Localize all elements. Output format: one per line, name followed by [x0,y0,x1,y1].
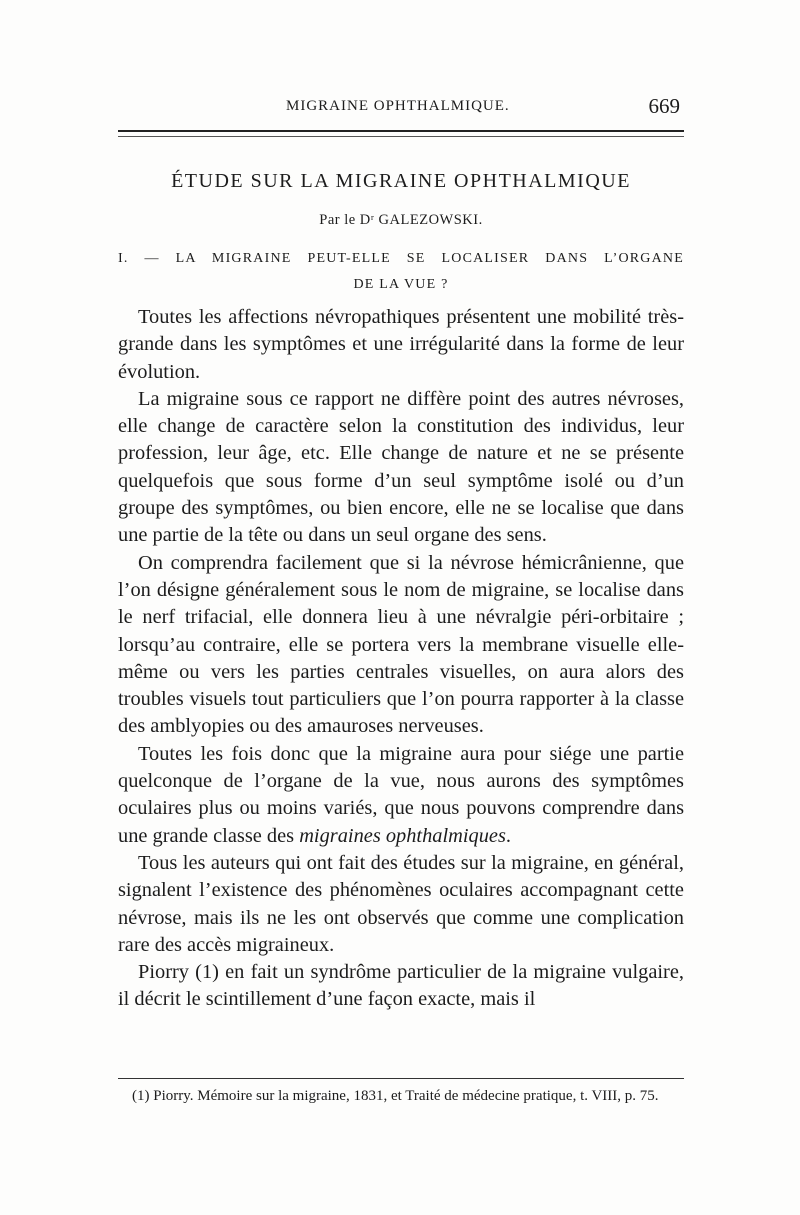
header-rule [118,130,684,132]
footnote-rule [118,1078,684,1079]
paragraph-4-italic: migraines ophthalmiques [299,824,506,847]
footnote [118,1086,684,1106]
running-head [118,96,684,122]
footnote-text: (1) Piorry. Mémoire sur la migraine, 1831, et Traité de médecine pratique, t. VIII, p. 75. [132,1088,659,1104]
paragraph-4-end: . [505,824,512,847]
paragraph-1: Toutes les affections névropathiques présentent une mobilité très-grande dans les symptômes et une irrégularité dans la forme de leur évolution. [118,306,684,383]
paragraph-6: Piorry (1) en fait un syndrôme particulier de la migraine vulgaire, il décrit le scintillement d’une façon exacte, mais il [118,961,684,1011]
body-text [118,304,684,1014]
paragraph-4 [118,741,684,850]
section-heading [118,246,684,298]
paragraph-3: On comprendra facilement que si la névrose hémicrânienne, que l’on désigne généralement sous le nom de migraine, se localise dans le nerf trifacial, elle donnera lieu à une névralgie péri-orbitaire ; lorsqu’au contraire, elle se portera vers la membrane visuelle elle-même ou vers les parties centrales visuelles, on aura alors des troubles visuels tout particuliers que l’on pourra rapporter à la classe des amblyopies ou des amauroses nerveuses. [118,551,684,738]
paragraph-2: La migraine sous ce rapport ne diffère point des autres névroses, elle change de caractère selon la constitution des individus, leur profession, leur âge, etc. Elle change de nature et ne se présente quelquefois que sous forme d’un seul symptôme isolé ou d’un groupe des symptômes, ou bien encore, elle ne se localise que dans une partie de la tête ou dans un seul organe des sens. [118,387,684,547]
paragraph-5: Tous les auteurs qui ont fait des études sur la migraine, en général, signalent l’existence des phénomènes oculaires accompagnant cette névrose, mais ils ne les ont observés que comme une complication rare des accès migraineux. [118,851,684,956]
running-title: MIGRAINE OPHTHALMIQUE. [286,98,510,114]
page-number: 669 [648,94,680,118]
header-rule-thin [118,136,684,137]
section-heading-line2: DE LA VUE ? [353,277,449,292]
byline: Par le Dʳ GALEZOWSKI. [319,212,483,228]
section-heading-line1: I. — LA MIGRAINE PEUT-ELLE SE LOCALISER DANS L’ORGANE [118,251,684,266]
article-title: ÉTUDE SUR LA MIGRAINE OPHTHALMIQUE [171,170,631,192]
paragraph-4-start: Toutes les fois donc que la migraine aura pour siége une partie quelconque de l’organe de la vue, nous aurons des symptômes oculaires plus ou moins variés, que nous pouvons comprendre dans une grande classe des [118,742,684,847]
